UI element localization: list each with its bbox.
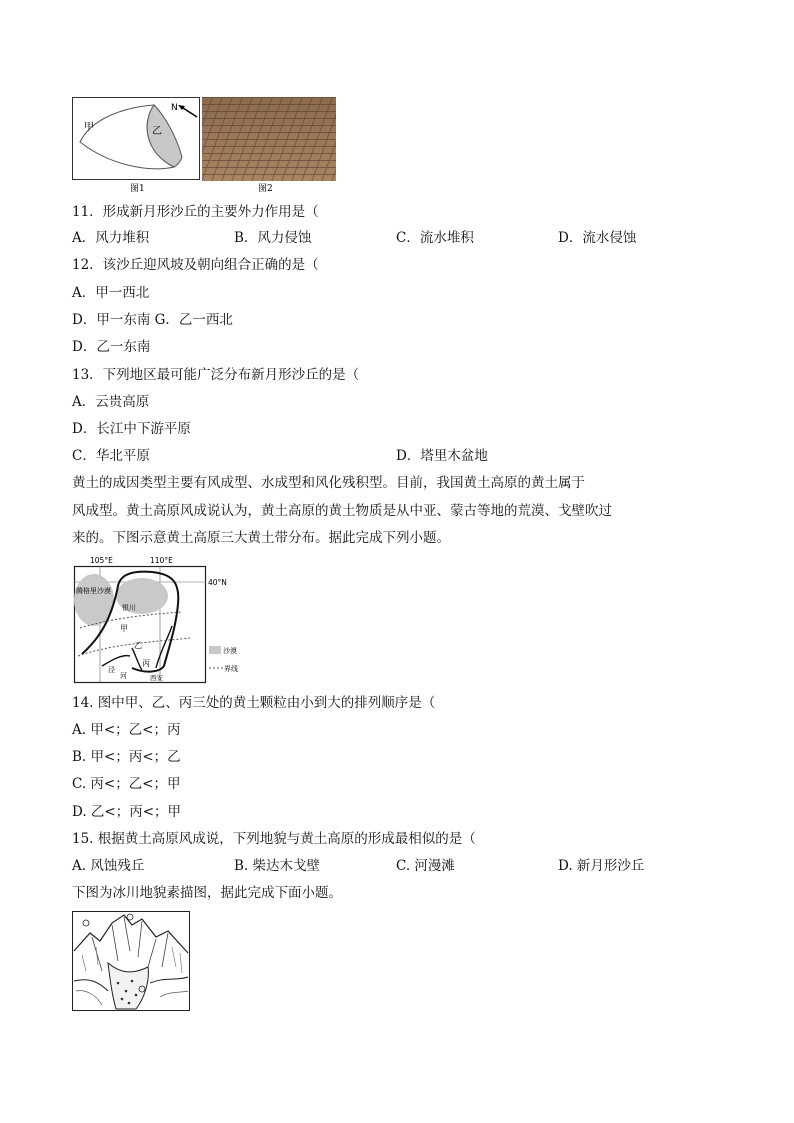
passage-line-3: 来的。下图示意黄土高原三大黄土带分布。据此完成下列小题。 [72, 530, 450, 546]
q15-option-c: C. 河漫滩 [396, 858, 455, 874]
q13-option-1: A．云贵高原 [72, 394, 150, 410]
fig1-caption: 图1 [130, 184, 145, 194]
glacier-landform-sketch [72, 911, 190, 1011]
map-label-bing: 丙 [142, 659, 150, 668]
figure-2-grass-grid-photo [202, 97, 336, 195]
legend-desert-label: 沙漠 [223, 647, 237, 655]
map-lon-110: 110°E [150, 556, 173, 565]
legend-boundary-label: 界线 [224, 665, 238, 673]
map-desert-name: 腾格里沙漠 [76, 587, 111, 595]
fig2-caption: 图2 [258, 184, 273, 194]
q11-option-a: A．风力堆积 [72, 230, 150, 246]
passage-line-1: 黄土的成因类型主要有风成型、水成型和风化残积型。目前，我国黄土高原的黄土属于 [72, 475, 585, 491]
q15-option-d: D. 新月形沙丘 [558, 858, 645, 874]
map-label-yi: 乙 [134, 641, 142, 650]
q11-option-c: C．流水堆积 [396, 230, 474, 246]
q13-stem: 13．下列地区最可能广泛分布新月形沙丘的是（ [72, 367, 360, 383]
q13-option-3: C．华北平原 [72, 448, 150, 464]
q14-stem: 14. 图中甲、乙、丙三处的黄土颗粒由小到大的排列顺序是（ [72, 695, 436, 711]
legend-desert-swatch [209, 646, 221, 654]
q11-option-d: D．流水侵蚀 [558, 230, 637, 246]
north-label: N [171, 103, 178, 113]
q15-option-b: B. 柴达木戈壁 [234, 858, 321, 874]
map-city-xian: 西安 [150, 674, 163, 682]
q12-option-1: A．甲一西北 [72, 285, 150, 301]
fig1-label-jia: 甲 [84, 122, 94, 133]
map-label-jing: 泾 [108, 666, 115, 674]
q15-option-a: A. 风蚀残丘 [72, 858, 145, 874]
q14-option-d: D. 乙<；丙<；甲 [72, 804, 182, 820]
loess-plateau-map [72, 556, 252, 684]
map-city-yinchuan: 银川 [122, 604, 136, 612]
fig1-label-yi: 乙 [152, 126, 162, 137]
passage-line-2: 风成型。黄土高原风成说认为，黄土高原的黄土物质是从中亚、蒙古等地的荒漠、戈壁吹过 [72, 503, 612, 519]
q14-option-a: A. 甲<；乙<；丙 [72, 722, 181, 738]
map-label-jia: 甲 [120, 624, 128, 633]
q15-stem: 15. 根据黄土高原风成说，下列地貌与黄土高原的形成最相似的是（ [72, 831, 476, 847]
map-label-he: 河 [120, 672, 127, 680]
figure-1-dune-sketch [72, 97, 200, 195]
map-lat-40: 40°N [208, 578, 227, 587]
q11-stem: 11．形成新月形沙丘的主要外力作用是（ [72, 204, 319, 220]
glacier-intro: 下图为冰川地貌素描图，据此完成下面小题。 [72, 885, 342, 901]
q11-option-b: B．风力侵蚀 [234, 230, 312, 246]
q14-option-c: C. 丙<；乙<；甲 [72, 776, 181, 792]
map-lon-105: 105°E [90, 556, 113, 565]
q12-option-3: D．乙一东南 [72, 339, 151, 355]
q13-option-2: D．长江中下游平原 [72, 421, 191, 437]
q12-option-2: D．甲一东南 G．乙一西北 [72, 312, 233, 328]
q12-stem: 12．该沙丘迎风坡及朝向组合正确的是（ [72, 257, 319, 273]
q13-option-4: D．塔里木盆地 [396, 448, 488, 464]
q14-option-b: B. 甲<；丙<；乙 [72, 749, 181, 765]
